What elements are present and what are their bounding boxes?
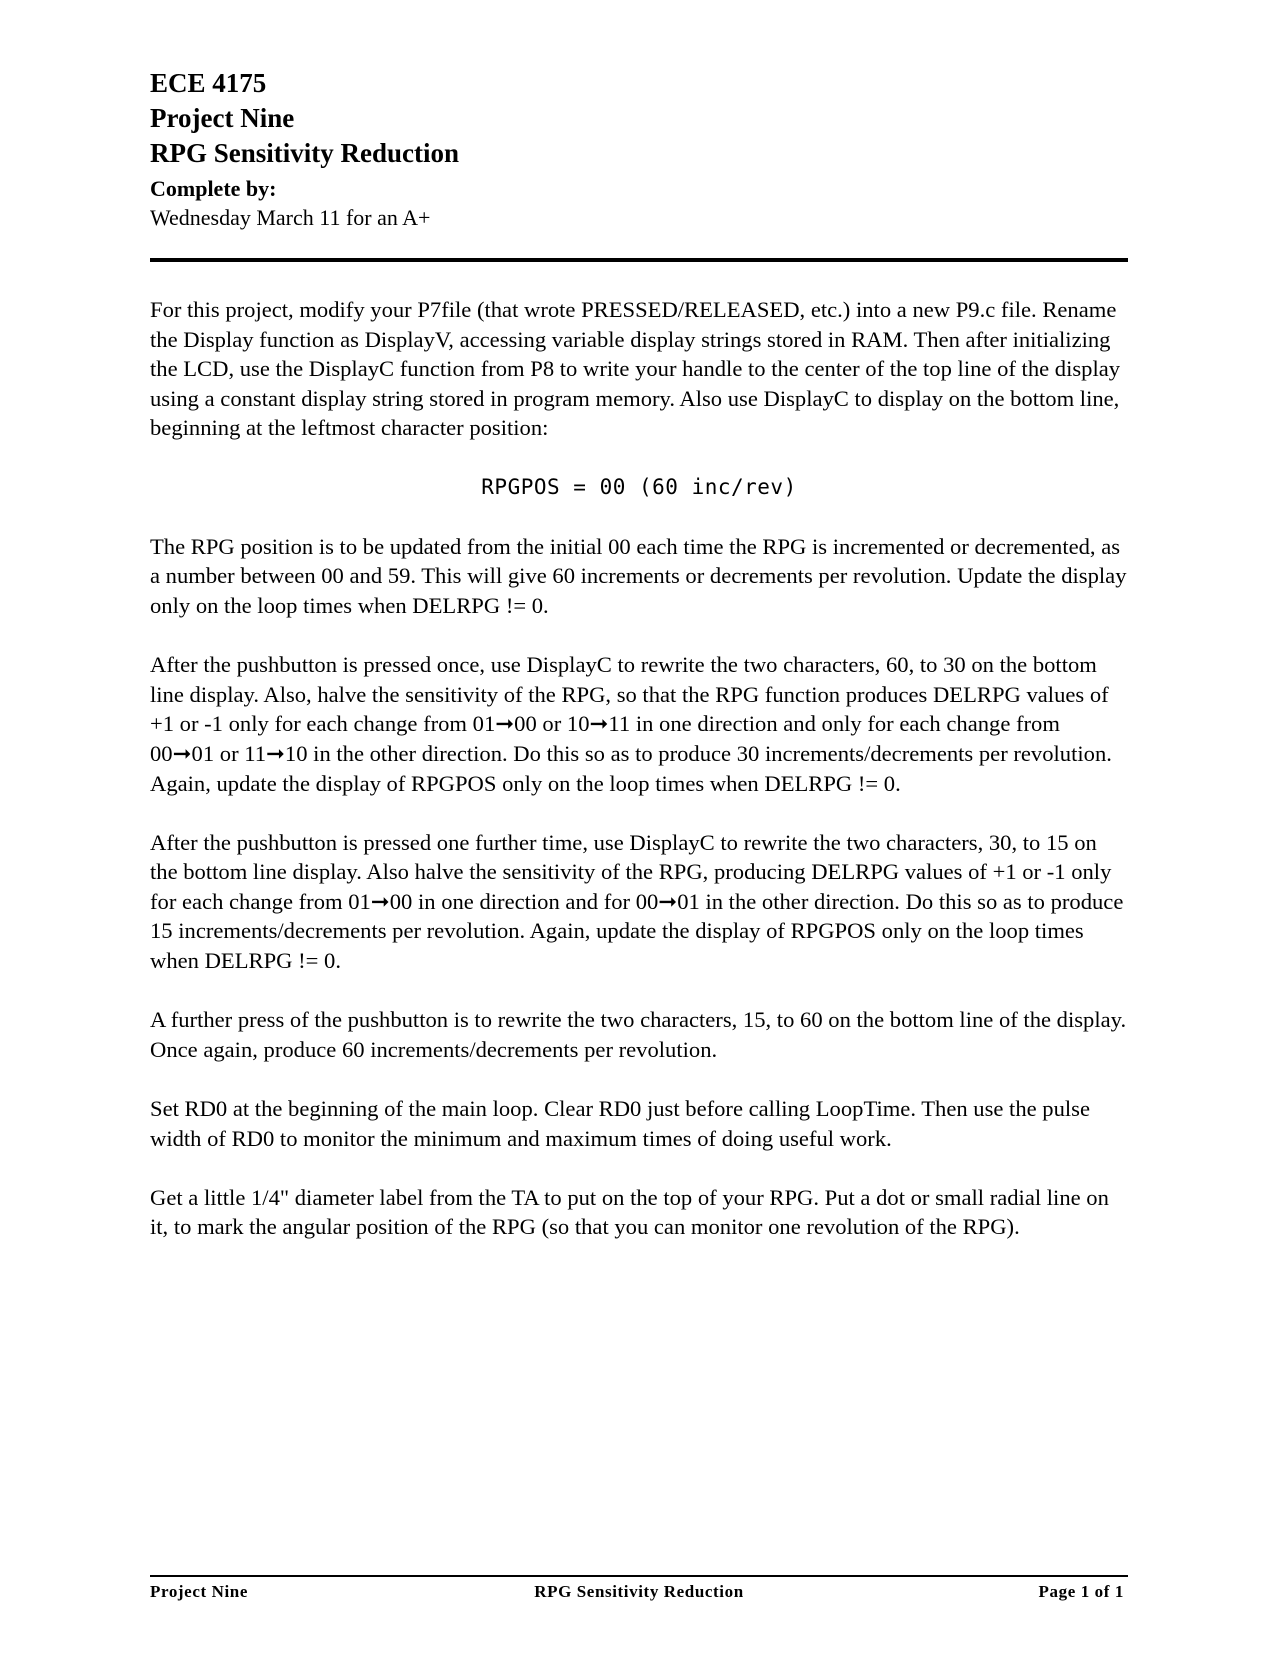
page-footer: [150, 1582, 1128, 1606]
document-page: [150, 0, 1128, 1656]
paragraph-first-press: After the pushbutton is pressed once, use DisplayC to rewrite the two characters, 60, to 30 on the bottom line display. Also, halve the sensitivity of the RPG, so that the RPG function produces DELRPG values of +1 or -1 only for each change from 01➞00 or 10➞11 in one direction and only for each change from 00➞01 or 11➞10 in the other direction. Do this so as to produce 30 increments/decrements per revolution. Again, update the display of RPGPOS only on the loop times when DELRPG != 0.: [150, 652, 1112, 796]
paragraph-rpg-position: The RPG position is to be updated from the initial 00 each time the RPG is incremented or decremented, as a number between 00 and 59. This will give 60 increments or decrements per revolution. Update the display only on the loop times when DELRPG != 0.: [150, 533, 1127, 618]
footer-title: RPG Sensitivity Reduction: [534, 1582, 744, 1601]
footer-page-number: Page 1 of 1: [1038, 1582, 1124, 1601]
paragraph-rpg-label: Get a little 1/4" diameter label from the TA to put on the top of your RPG. Put a dot or small radial line on it, to mark the angular position of the RPG (so that you can monitor one revolution of the RPG).: [150, 1184, 1109, 1240]
complete-by-label: Complete by:: [150, 176, 277, 201]
paragraph-intro: For this project, modify your P7file (that wrote PRESSED/RELEASED, etc.) into a new P9.c file. Rename the Display function as DisplayV, accessing variable display strings stored in RAM. Then after initializing the LCD, use the DisplayC function from P8 to write your handle to the center of the top line of the display using a constant display string stored in program memory. Also use DisplayC to display on the bottom line, beginning at the leftmost character position:: [150, 297, 1121, 441]
document-body: [150, 295, 1128, 1272]
paragraph-rd0-timing: Set RD0 at the beginning of the main loop. Clear RD0 just before calling LoopTime. Then use the pulse width of RD0 to monitor the minimum and maximum times of doing useful work.: [150, 1096, 1091, 1151]
display-string-example: RPGPOS = 00 (60 inc/rev): [481, 474, 797, 499]
paragraph-third-press: A further press of the pushbutton is to rewrite the two characters, 15, to 60 on the bottom line of the display. Once again, produce 60 increments/decrements per revolution.: [150, 1007, 1127, 1062]
course-number: ECE 4175: [150, 68, 267, 98]
project-name: Project Nine: [150, 103, 295, 133]
complete-by-date: Wednesday March 11 for an A+: [150, 205, 431, 230]
paragraph-second-press: After the pushbutton is pressed one further time, use DisplayC to rewrite the two characters, 30, to 15 on the bottom line display. Also halve the sensitivity of the RPG, producing DELRPG values of +1 or -1 only for each change from 01➞00 in one direction and for 00➞01 in the other direction. Do this so as to produce 15 increments/decrements per revolution. Again, update the display of RPGPOS only on the loop times when DELRPG != 0.: [150, 829, 1124, 974]
project-title: RPG Sensitivity Reduction: [150, 138, 460, 168]
header-divider: [150, 258, 1128, 262]
footer-divider: [150, 1575, 1128, 1577]
document-header: [150, 66, 1128, 232]
footer-project: Project Nine: [150, 1582, 248, 1601]
